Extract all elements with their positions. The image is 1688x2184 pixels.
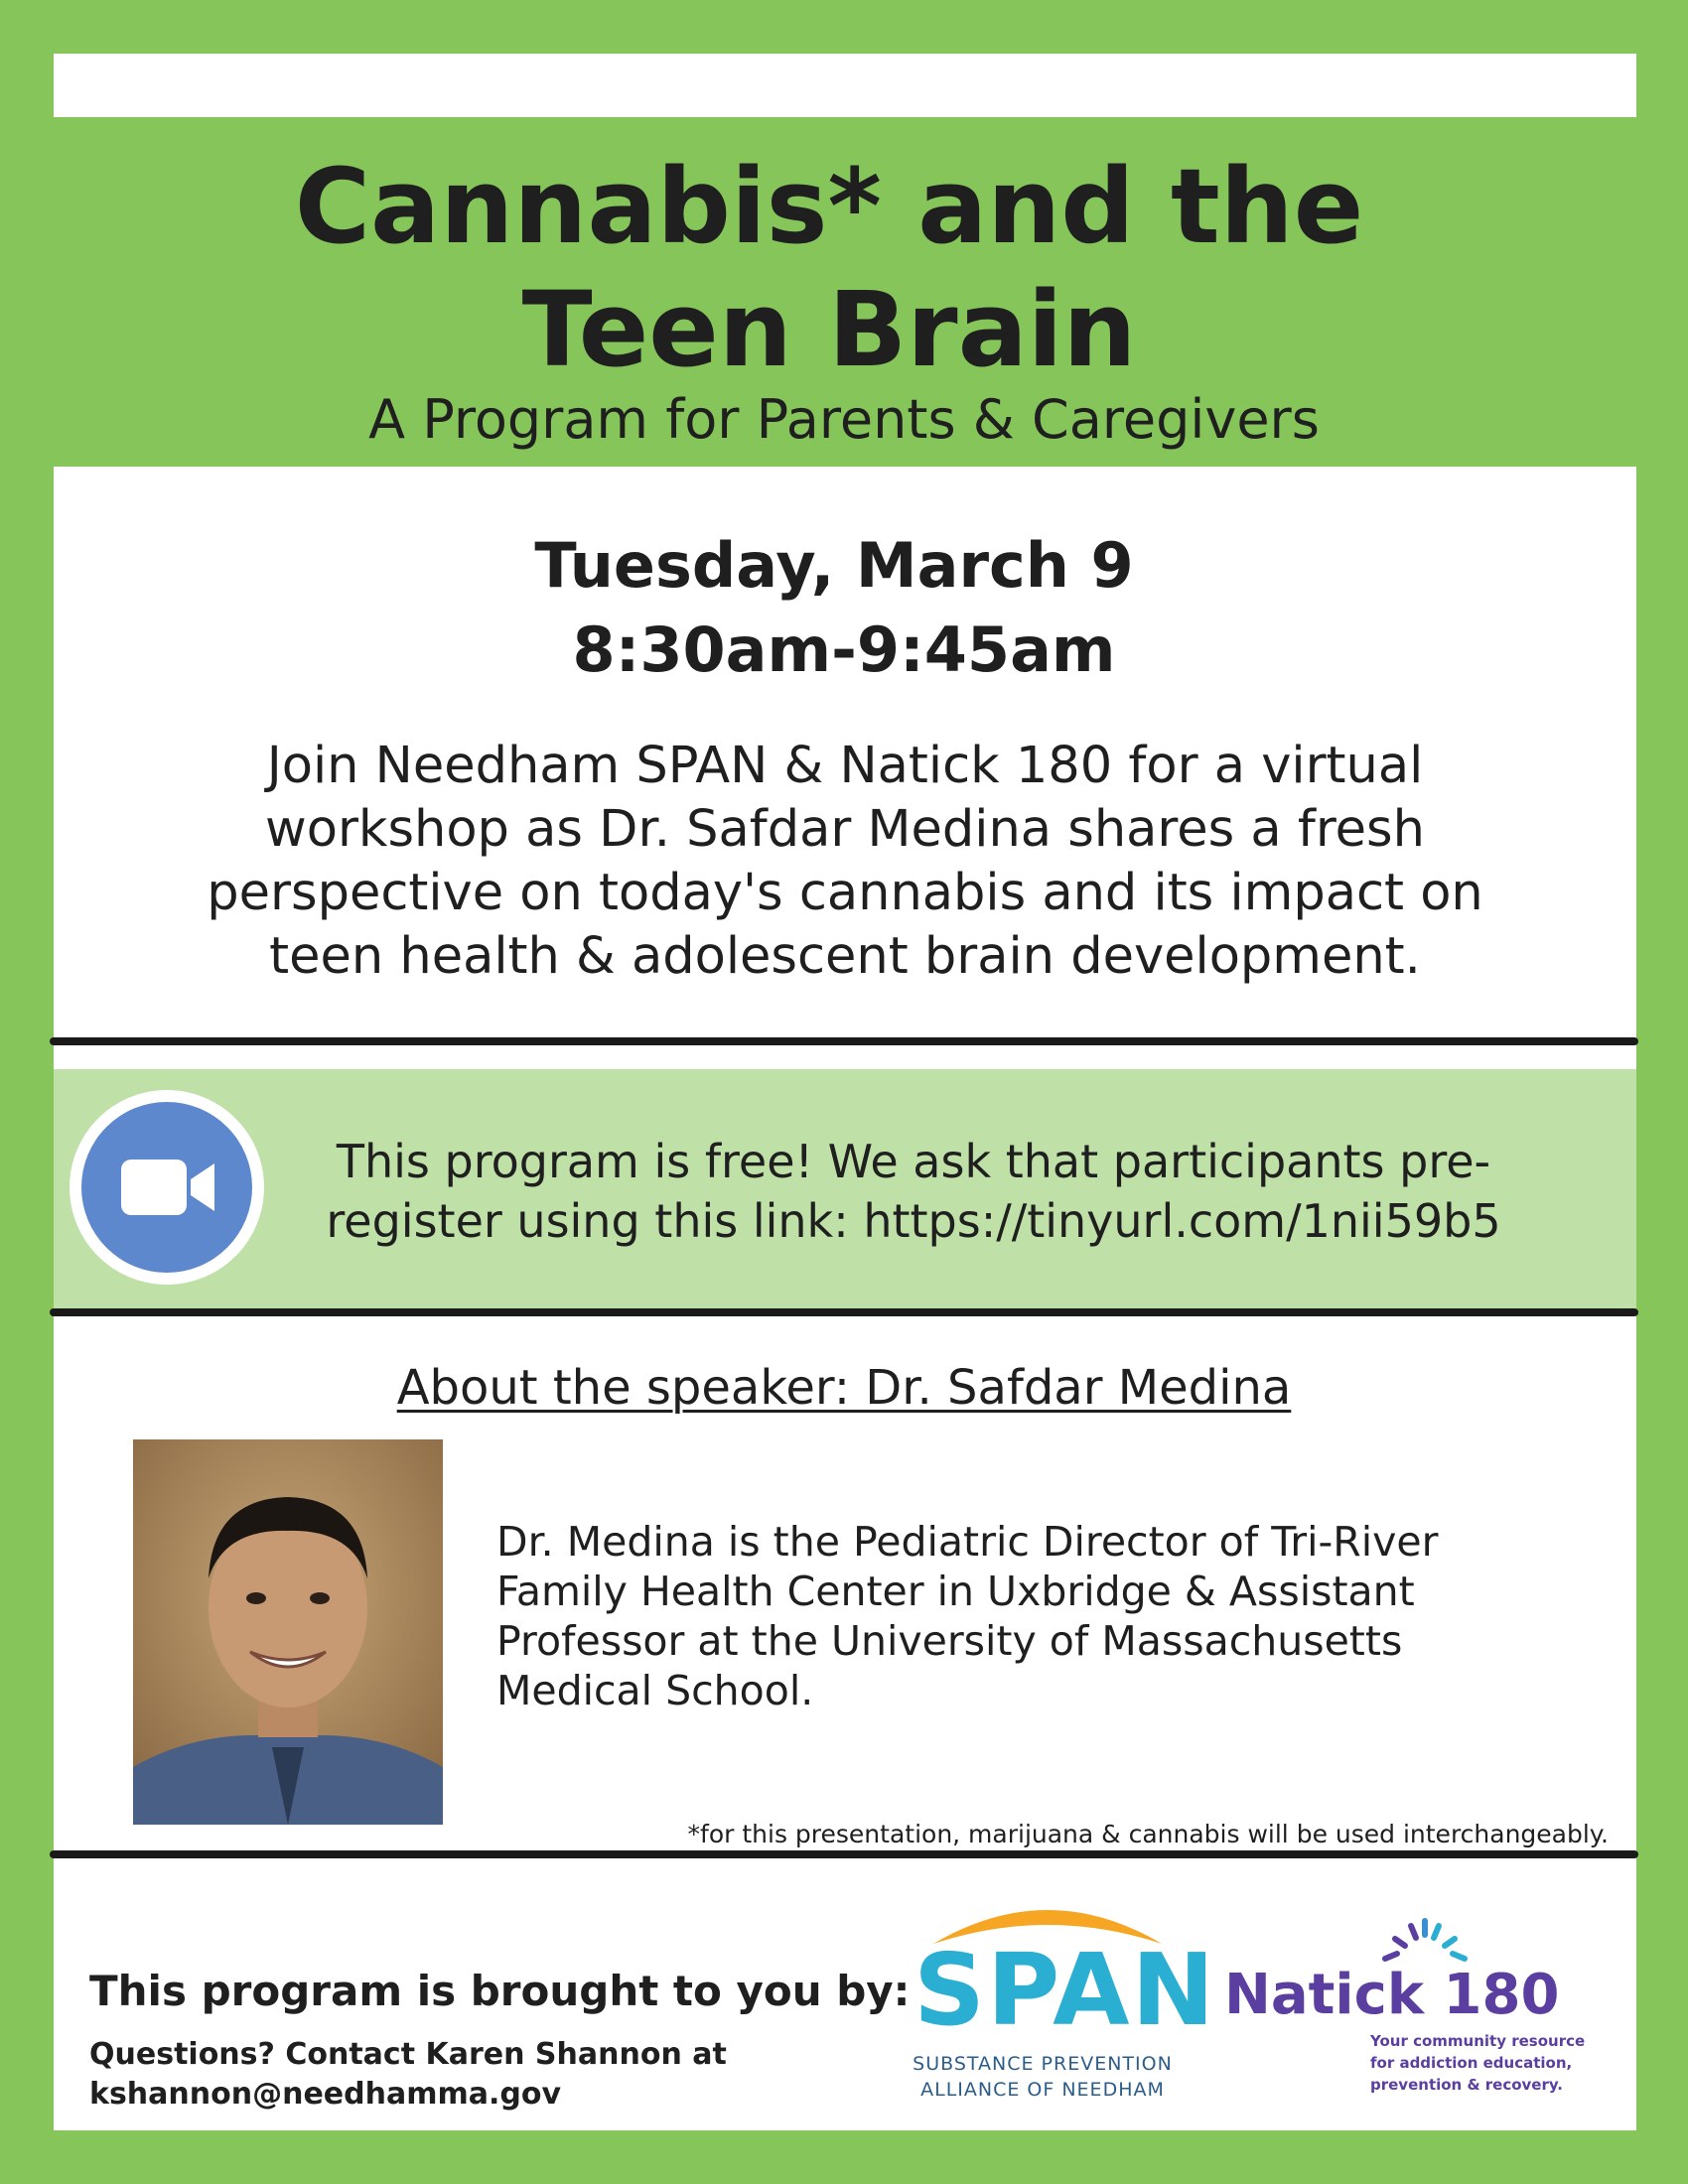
span-logo-subtitle: ALLIANCE OF NEEDHAM bbox=[920, 2079, 1165, 2101]
contact-email[interactable]: kshannon@needhamma.gov bbox=[89, 2077, 562, 2112]
contact-line: Questions? Contact Karen Shannon at bbox=[89, 2037, 727, 2072]
divider bbox=[50, 1037, 1638, 1045]
registration-text bbox=[283, 1132, 1544, 1251]
bio-line: Medical School. bbox=[496, 1667, 814, 1714]
video-camera-icon bbox=[81, 1102, 252, 1273]
footnote: *for this presentation, marijuana & cannabis will be used interchangeably. bbox=[687, 1820, 1609, 1848]
event-time: 8:30am-9:45am bbox=[572, 614, 1116, 686]
intro-line: perspective on today's cannabis and its impact on bbox=[207, 864, 1483, 922]
registration-line: This program is free! We ask that participants pre- bbox=[336, 1135, 1491, 1188]
span-logo-subtitle: SUBSTANCE PREVENTION bbox=[913, 2053, 1173, 2075]
top-white-strip bbox=[54, 54, 1636, 117]
registration-link-line[interactable]: register using this link: https://tinyurl.com/1nii59b5 bbox=[326, 1194, 1501, 1248]
event-date: Tuesday, March 9 bbox=[534, 529, 1134, 602]
intro-line: workshop as Dr. Safdar Medina shares a fresh bbox=[265, 800, 1425, 859]
title-line-2: Teen Brain bbox=[521, 269, 1137, 390]
bio-line: Dr. Medina is the Pediatric Director of Tri-River bbox=[496, 1518, 1439, 1566]
subtitle: A Program for Parents & Caregivers bbox=[368, 388, 1320, 451]
bio-line: Family Health Center in Uxbridge & Assistant bbox=[496, 1568, 1415, 1615]
speaker-heading: About the speaker: Dr. Safdar Medina bbox=[396, 1360, 1292, 1416]
tagline-line: for addiction education, bbox=[1370, 2054, 1573, 2072]
divider bbox=[50, 1850, 1638, 1858]
title-line-1: Cannabis* and the bbox=[294, 146, 1364, 267]
natick-sunrise-icon bbox=[1375, 1904, 1475, 1964]
tagline-line: Your community resource bbox=[1370, 2032, 1586, 2050]
divider bbox=[50, 1308, 1638, 1316]
natick-logo-tagline bbox=[1370, 2030, 1609, 2096]
intro-line: teen health & adolescent brain development. bbox=[269, 927, 1421, 986]
speaker-bio bbox=[496, 1517, 1589, 1715]
tagline-line: prevention & recovery. bbox=[1370, 2076, 1563, 2094]
zoom-icon-circle bbox=[81, 1102, 252, 1273]
span-logo-name: SPAN bbox=[914, 1932, 1217, 2048]
contact-info bbox=[89, 2035, 727, 2115]
natick-logo-name: Natick 180 bbox=[1224, 1963, 1560, 2027]
intro-line: Join Needham SPAN & Natick 180 for a virtual bbox=[266, 737, 1424, 795]
sponsors-label: This program is brought to you by: bbox=[89, 1967, 911, 2015]
bio-line: Professor at the University of Massachusetts bbox=[496, 1617, 1403, 1665]
event-description bbox=[54, 735, 1636, 989]
speaker-photo bbox=[133, 1439, 443, 1825]
